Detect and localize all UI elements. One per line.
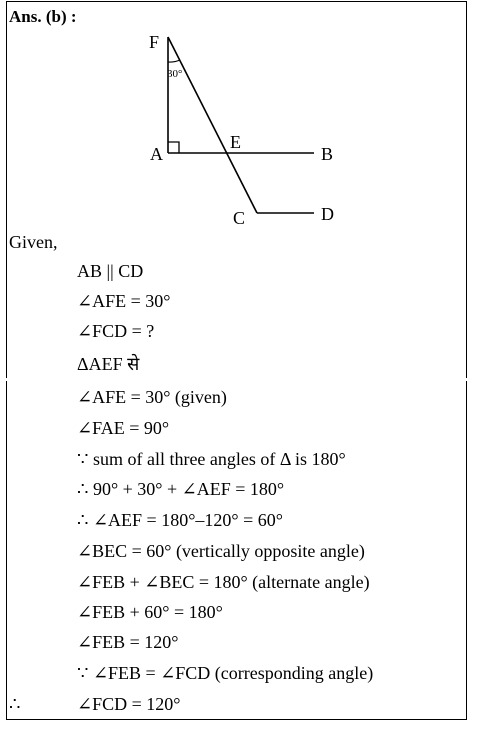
label-e: E: [230, 132, 241, 152]
therefore-symbol: ∴: [9, 694, 21, 714]
label-a: A: [150, 144, 163, 164]
angle-arc-f: [168, 60, 180, 62]
step-12: ∠FEB + 60° = 180°: [77, 602, 223, 622]
step-7: ∵ sum of all three angles of Δ is 180°: [77, 449, 346, 469]
step-10: ∠BEC = 60° (vertically opposite angle): [77, 541, 365, 561]
step-4: ΔAEF से: [77, 354, 140, 374]
right-angle-marker: [168, 142, 179, 153]
given-label: Given,: [9, 232, 58, 252]
answer-heading: Ans. (b) :: [9, 7, 77, 26]
step-5: ∠AFE = 30° (given): [77, 387, 227, 407]
page-gap: [0, 378, 489, 381]
step-11: ∠FEB + ∠BEC = 180° (alternate angle): [77, 572, 370, 592]
segment-fc: [168, 37, 257, 213]
label-c: C: [233, 208, 246, 228]
step-1: AB || CD: [77, 261, 144, 281]
label-f: F: [149, 32, 160, 52]
label-d: D: [321, 204, 334, 224]
step-9: ∴ ∠AEF = 180°–120° = 60°: [77, 510, 283, 530]
step-2: ∠AFE = 30°: [77, 291, 171, 311]
step-3: ∠FCD = ?: [77, 321, 155, 341]
geometry-figure: [0, 0, 489, 240]
step-8: ∴ 90° + 30° + ∠AEF = 180°: [77, 479, 285, 499]
step-15: ∠FCD = 120°: [77, 694, 181, 714]
label-b: B: [321, 144, 334, 164]
step-13: ∠FEB = 120°: [77, 632, 179, 652]
label-angle-30: 30°: [167, 68, 183, 80]
step-6: ∠FAE = 90°: [77, 418, 170, 438]
step-14: ∵ ∠FEB = ∠FCD (corresponding angle): [77, 663, 374, 683]
